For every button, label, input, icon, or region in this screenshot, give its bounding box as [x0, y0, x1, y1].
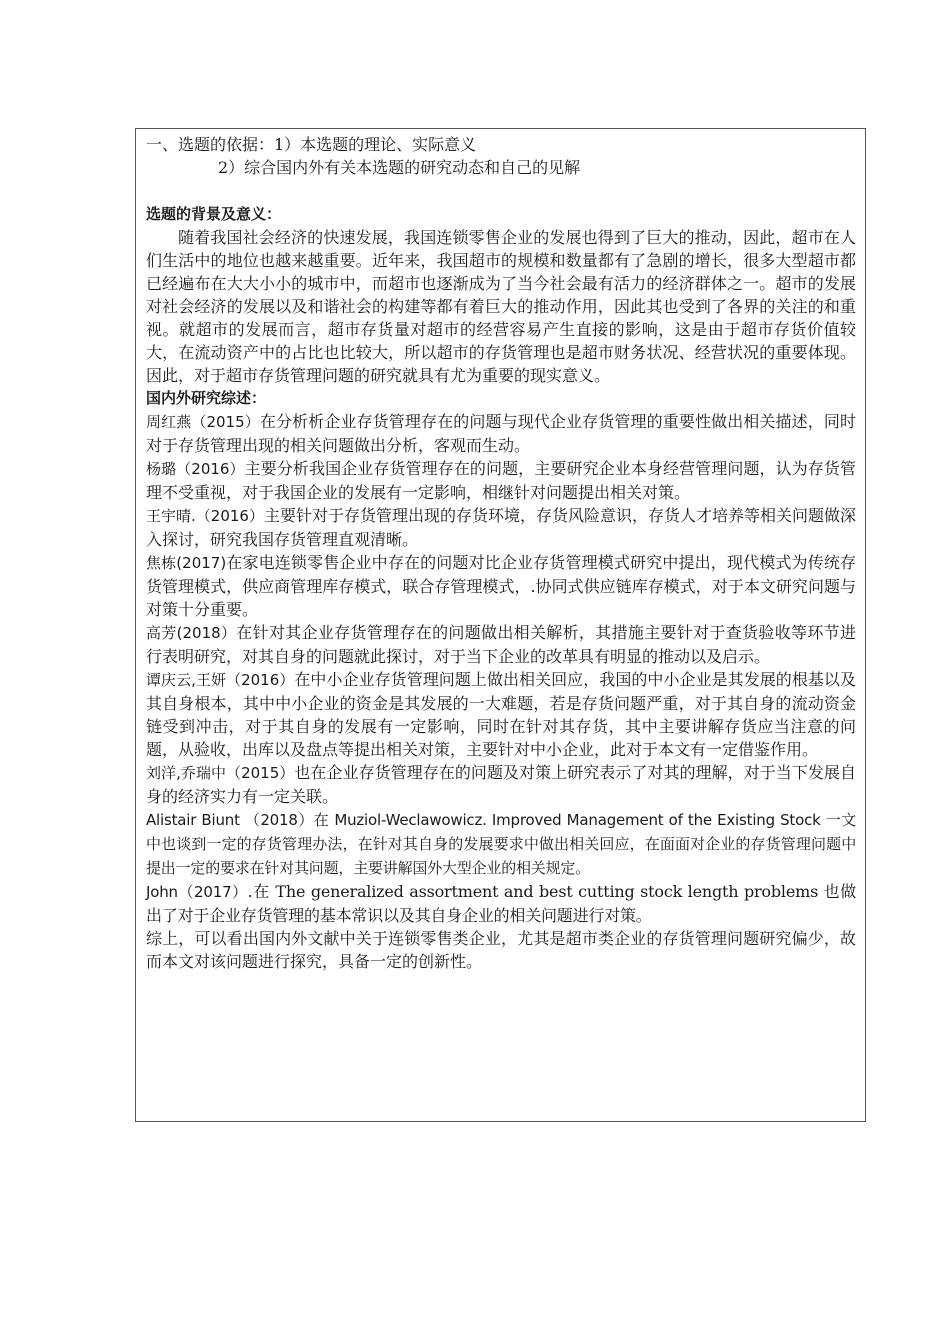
review-text: 在家电连锁零售企业中存在的问题对比企业存货管理模式研究中提出，现代模式为传统存货管理模式，供应商管理库存模式，联合存管理模式，.协同式供应链库存模式，对于本文研究问题与对策十分重要。: [146, 553, 856, 619]
review-author: 杨璐（2016）: [146, 460, 245, 478]
review-text: 在分析析企业存货管理存在的问题与现代企业存货管理的重要性做出相关描述，同时对于存货管理出现的相关问题做出分析，客观而生动。: [146, 412, 856, 455]
review-text: 在 Muziol-Weclawowicz. Improved Management of the Existing Stock 一文中也谈到一定的存货管理办法，在针对其自身的发展要求中做出相关回应，在面面对企业的存货管理问题中提出一定的要求在针对其问题，主要讲解国外大型企业的相关规定。: [146, 811, 856, 877]
review-author: 高芳(2018）: [146, 624, 237, 642]
review-text: .在 The generalized assortment and best cutting stock length problems 也做出了对于企业存货管理的基本常识以及其自身企业的相关问题进行对策。: [146, 882, 856, 925]
review-author: Alistair Biunt （2018）: [146, 811, 314, 829]
background-paragraph: 随着我国社会经济的快速发展，我国连锁零售企业的发展也得到了巨大的推动，因此，超市在人们生活中的地位也越来越重要。近年来，我国超市的规模和数量都有了急剧的增长，很多大型超市都已经遍布在大大小小的城市中，而超市也逐渐成为了当今社会最有活力的经济群体之一。超市的发展对社会经济的发展以及和谐社会的构建等都有着巨大的推动作用，因此其也受到了各界的关注的和重视。就超市的发展而言，超市存货量对超市的经营容易产生直接的影响，这是由于超市存货价值较大，在流动资产中的占比也比较大，所以超市的存货管理也是超市财务状况、经营状况的重要体现。因此，对于超市存货管理问题的研究就具有尤为重要的现实意义。: [146, 228, 856, 385]
review-author: 周红燕（2015）: [146, 413, 260, 431]
review-text: 也在企业存货管理存在的问题及对策上研究表示了对其的理解，对于当下发展自身的经济实力有一定关联。: [146, 763, 856, 806]
review-heading: 国内外研究综述：: [146, 389, 267, 407]
review-author: 谭庆云,王妍（2016）: [146, 671, 295, 689]
review-text: 在针对其企业存货管理存在的问题做出相关解析，其措施主要针对于查货验收等环节进行表明研究，对其自身的问题就此探讨，对于当下企业的改革具有明显的推动以及启示。: [146, 623, 856, 666]
review-item: [146, 504, 856, 551]
review-item: [146, 668, 856, 761]
review-author: 王宇晴.（2016）: [146, 507, 264, 525]
review-item: [146, 410, 856, 457]
review-item: [146, 808, 856, 880]
review-author: 焦栋(2017): [146, 554, 227, 572]
review-conclusion: 综上，可以看出国内外文献中关于连锁零售类企业，尤其是超市类企业的存货管理问题研究偏少，故而本文对该问题进行探究，具备一定的创新性。: [146, 929, 856, 971]
review-item: [146, 551, 856, 621]
review-text: 主要分析我国企业存货管理存在的问题，主要研究企业本身经营管理问题，认为存货管理不受重视，对于我国企业的发展有一定影响，相继针对问题提出相关对策。: [146, 459, 856, 502]
background-heading: 选题的背景及意义：: [146, 205, 282, 223]
basis-line-2: 2）综合国内外有关本选题的研究动态和自己的见解: [218, 158, 581, 177]
basis-line-1: 一、选题的依据：1）本选题的理论、实际意义: [146, 135, 477, 154]
review-item: [146, 621, 856, 668]
cell-content: [146, 133, 856, 973]
review-author: John（2017）: [146, 883, 248, 901]
review-item: [146, 880, 856, 927]
spacer: [146, 179, 856, 203]
review-item: [146, 761, 856, 808]
review-text: 在中小企业存货管理问题上做出相关回应，我国的中小企业是其发展的根基以及其自身根本，其中中小企业的资金是其发展的一大难题，若是存货问题严重，对于其自身的流动资金链受到冲击，对于其自身的发展有一定影响，同时在针对其存货，其中主要讲解存货应当注意的问题，从验收，出库以及盘点等提出相关对策，主要针对中小企业，此对于本文有一定借鉴作用。: [146, 670, 856, 759]
form-table-cell: [135, 128, 866, 1122]
review-author: 刘洋,乔瑞中（2015）: [146, 764, 295, 782]
review-item: [146, 457, 856, 504]
review-text: 主要针对于存货管理出现的存货环境，存货风险意识，存货人才培养等相关问题做深入探讨，研究我国存货管理直观清晰。: [146, 506, 856, 549]
